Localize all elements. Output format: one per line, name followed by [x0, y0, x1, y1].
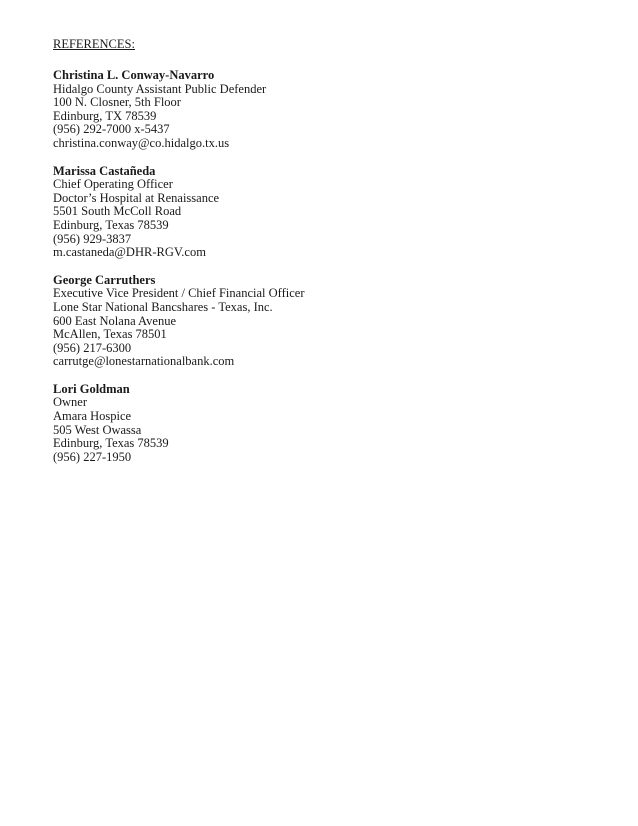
reference-title: Hidalgo County Assistant Public Defender	[53, 81, 267, 96]
reference-entry	[53, 69, 613, 151]
reference-entry	[53, 165, 613, 260]
reference-address: 505 West Owassa	[53, 422, 142, 437]
reference-entry	[53, 383, 613, 465]
reference-organization: Amara Hospice	[53, 409, 132, 424]
reference-city: McAllen, Texas 78501	[53, 327, 167, 342]
reference-name: George Carruthers	[53, 272, 156, 287]
reference-city: Edinburg, Texas 78539	[53, 217, 169, 232]
reference-name: Marissa Castañeda	[53, 163, 156, 178]
reference-address: 100 N. Closner, 5th Floor	[53, 95, 181, 110]
reference-phone: (956) 217-6300	[53, 340, 132, 355]
reference-entry	[53, 274, 613, 369]
reference-city: Edinburg, TX 78539	[53, 108, 157, 123]
reference-phone: (956) 292-7000 x-5437	[53, 122, 170, 137]
reference-city: Edinburg, Texas 78539	[53, 436, 169, 451]
reference-email: carrutge@lonestarnationalbank.com	[53, 354, 235, 369]
reference-name: Lori Goldman	[53, 381, 130, 396]
reference-address: 600 East Nolana Avenue	[53, 313, 176, 328]
reference-title: Owner	[53, 395, 88, 410]
reference-name: Christina L. Conway-Navarro	[53, 68, 215, 82]
references-heading: REFERENCES:	[53, 37, 135, 51]
reference-organization: Lone Star National Bancshares - Texas, Inc.	[53, 299, 273, 314]
reference-title: Executive Vice President / Chief Financial Officer	[53, 286, 305, 301]
reference-title: Chief Operating Officer	[53, 177, 173, 192]
reference-phone: (956) 227-1950	[53, 449, 132, 464]
document-page	[53, 37, 613, 478]
reference-email: christina.conway@co.hidalgo.tx.us	[53, 135, 230, 150]
reference-phone: (956) 929-3837	[53, 231, 132, 246]
reference-email: m.castaneda@DHR-RGV.com	[53, 245, 206, 260]
reference-organization: Doctor’s Hospital at Renaissance	[53, 190, 220, 205]
reference-address: 5501 South McColl Road	[53, 204, 182, 219]
